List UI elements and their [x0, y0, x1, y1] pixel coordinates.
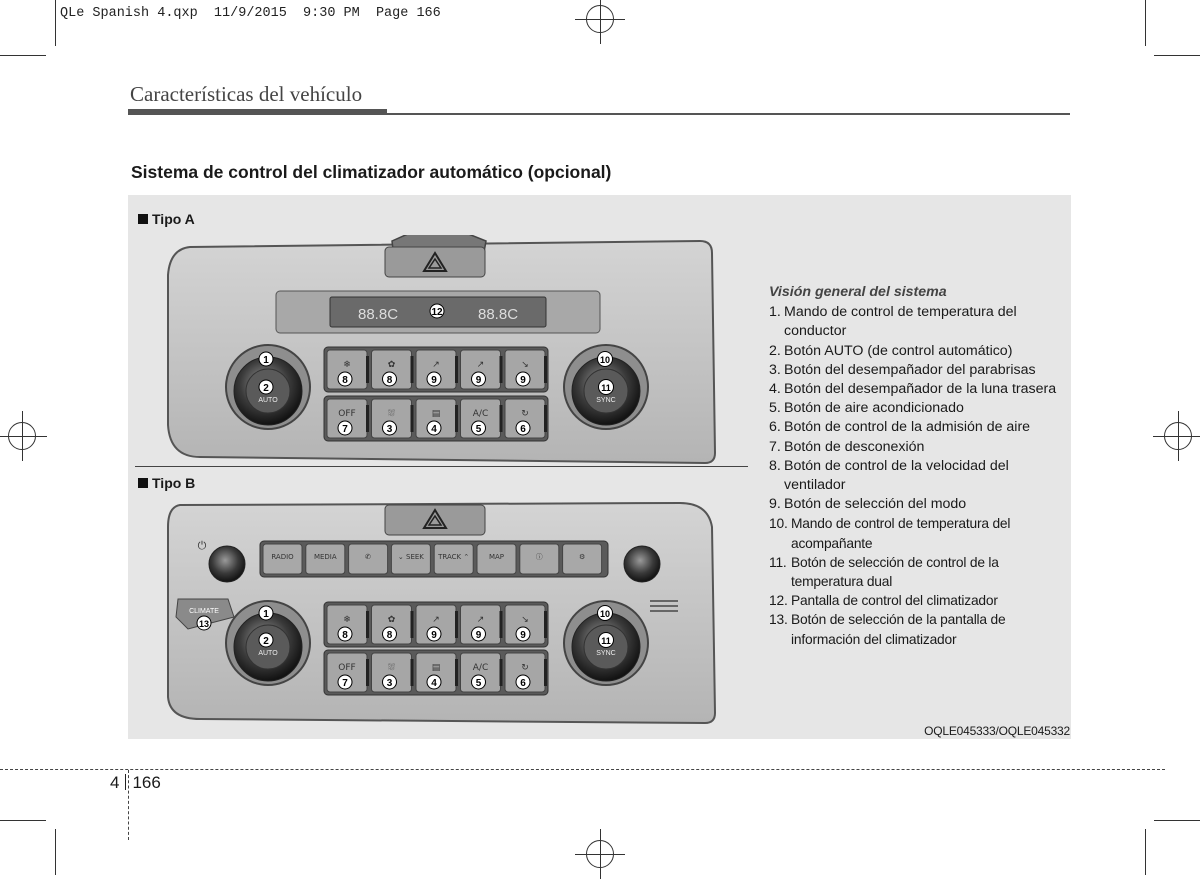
- callout-11: 11: [601, 383, 611, 393]
- overview-item: [769, 380, 1069, 399]
- audio-power-knob: [209, 546, 245, 582]
- overview-item-number: 9.: [769, 496, 781, 513]
- system-overview: [769, 283, 1069, 649]
- button-callout: 9: [475, 375, 482, 386]
- button-callout: 4: [431, 678, 437, 689]
- overview-item: [769, 610, 1069, 648]
- callout-11: 11: [601, 636, 611, 646]
- audio-button-label: ⚙: [578, 553, 586, 561]
- overview-item-number: 1.: [769, 304, 781, 321]
- registration-mark: [8, 422, 36, 450]
- overview-item-text: Botón de selección de control de la temperatura dual: [791, 554, 999, 590]
- overview-item-number: 2.: [769, 342, 781, 359]
- climate-button-icon: ⛆: [387, 663, 396, 673]
- button-callout: 6: [520, 424, 526, 435]
- audio-button-label: RADIO: [271, 553, 294, 561]
- callout-12: 12: [431, 307, 443, 318]
- overview-item-number: 8.: [769, 457, 781, 474]
- button-callout: 7: [342, 424, 348, 435]
- crop-mark: [55, 829, 56, 875]
- overview-item-number: 11.: [769, 554, 787, 570]
- button-callout: 9: [520, 630, 526, 641]
- figure-divider: [135, 466, 748, 467]
- display-right-temp: 88.8C: [478, 306, 519, 323]
- button-callout: 3: [386, 424, 393, 435]
- crop-mark: [55, 0, 56, 46]
- audio-button-label: MEDIA: [313, 553, 337, 561]
- page-number: 4 166: [110, 773, 161, 792]
- crop-mark: [1145, 829, 1146, 875]
- climate-button-icon: A/C: [472, 663, 489, 673]
- button-callout: 8: [386, 375, 393, 386]
- callout-10: 10: [599, 355, 611, 365]
- overview-item-number: 6.: [769, 419, 781, 436]
- header-rule: [128, 109, 387, 115]
- overview-item: [769, 591, 1069, 610]
- climate-button-icon: ✿: [387, 360, 396, 370]
- type-a-label: Tipo A: [138, 211, 195, 227]
- climate-button-icon: ↘: [521, 360, 529, 370]
- button-callout: 9: [431, 630, 437, 641]
- climate-button-icon: ✿: [387, 615, 396, 625]
- button-callout: 5: [475, 424, 482, 435]
- figure-caption: OQLE045333/OQLE045332: [924, 724, 1070, 738]
- audio-button-label: ⌄ SEEK: [397, 553, 424, 561]
- overview-item-text: Botón del desempañador de la luna trasera: [784, 381, 1057, 398]
- button-callout: 3: [386, 678, 393, 689]
- overview-item-number: 12.: [769, 593, 788, 609]
- overview-item: [769, 418, 1069, 437]
- print-slug: QLe Spanish 4.qxp 11/9/2015 9:30 PM Page 166: [60, 6, 441, 21]
- crop-mark: [1145, 0, 1146, 46]
- overview-item: [769, 514, 1069, 552]
- registration-mark: [586, 5, 614, 33]
- callout-10: 10: [599, 609, 611, 619]
- overview-item-number: 10.: [769, 516, 788, 532]
- climate-button-icon: ↗: [476, 360, 485, 370]
- subheading: Sistema de control del climatizador automático (opcional): [131, 162, 612, 182]
- climate-button-icon: ↗: [476, 615, 485, 625]
- button-callout: 7: [342, 678, 348, 689]
- overview-title: Visión general del sistema: [769, 284, 947, 300]
- tune-knob: [624, 546, 660, 582]
- button-callout: 6: [520, 678, 526, 689]
- climate-button-icon: ↻: [521, 663, 529, 673]
- header-rule: [387, 113, 1070, 115]
- button-callout: 9: [431, 375, 437, 386]
- svg-text:AUTO: AUTO: [258, 650, 278, 657]
- overview-item: [769, 303, 1069, 341]
- overview-item: [769, 361, 1069, 380]
- callout-2: 2: [263, 636, 269, 647]
- overview-item-number: 7.: [769, 438, 781, 455]
- climate-button-icon: ↘: [521, 615, 529, 625]
- overview-list: [769, 303, 1069, 649]
- registration-mark: [1164, 422, 1192, 450]
- climate-panel-type-a: [160, 235, 720, 465]
- climate-button-icon: ↻: [521, 409, 529, 419]
- climate-button-icon: A/C: [472, 409, 489, 419]
- callout-13: 13: [198, 619, 210, 629]
- climate-panel-type-b: [160, 497, 720, 727]
- overview-item-text: Pantalla de control del climatizador: [791, 593, 998, 609]
- overview-item: [769, 457, 1069, 495]
- overview-item-text: Mando de control de temperatura del acompañante: [791, 516, 1011, 551]
- climate-button-icon: ▤: [431, 409, 441, 419]
- overview-item-text: Botón de control de la admisión de aire: [784, 419, 1031, 436]
- audio-button-label: TRACK ⌃: [438, 553, 470, 561]
- crop-mark: [0, 820, 46, 821]
- display-left-temp: 88.8C: [358, 306, 399, 323]
- svg-text:SYNC: SYNC: [596, 397, 616, 404]
- button-callout: 9: [475, 630, 482, 641]
- svg-text:SYNC: SYNC: [596, 650, 616, 657]
- climate-button-icon: ↗: [432, 360, 440, 370]
- audio-button-label: MAP: [488, 553, 505, 561]
- button-callout: 9: [520, 375, 526, 386]
- climate-button-icon: ❄: [343, 360, 351, 370]
- footer-rule: [0, 769, 1165, 770]
- audio-button-label: ✆: [365, 553, 372, 561]
- overview-item-text: Botón de control de la velocidad del ventilador: [784, 457, 1009, 494]
- overview-item-number: 5.: [769, 400, 781, 417]
- climate-button-icon: OFF: [338, 409, 356, 419]
- overview-item-text: Mando de control de temperatura del conductor: [784, 304, 1017, 340]
- button-callout: 5: [475, 678, 482, 689]
- section-title: Características del vehículo: [130, 82, 363, 106]
- climate-button-icon: ❄: [343, 615, 351, 625]
- overview-item-text: Botón del desempañador del parabrisas: [784, 361, 1036, 378]
- button-callout: 8: [386, 630, 393, 641]
- callout-1: 1: [263, 609, 269, 620]
- overview-item: [769, 399, 1069, 418]
- type-b-label: Tipo B: [138, 475, 195, 491]
- overview-item-text: Botón AUTO (de control automático): [784, 342, 1013, 359]
- button-callout: 8: [342, 630, 348, 641]
- button-callout: 4: [431, 424, 437, 435]
- crop-mark: [1154, 55, 1200, 56]
- climate-button-icon: ▤: [431, 663, 441, 673]
- overview-item: [769, 553, 1069, 591]
- audio-button-label: ⓘ: [535, 553, 543, 561]
- crop-mark: [1154, 820, 1200, 821]
- power-icon: ⏻: [197, 539, 207, 552]
- climate-button-icon: OFF: [338, 663, 356, 673]
- overview-item-number: 3.: [769, 361, 781, 378]
- overview-item-text: Botón de selección del modo: [784, 496, 967, 513]
- overview-item: [769, 438, 1069, 457]
- overview-item: [769, 342, 1069, 361]
- callout-1: 1: [263, 355, 269, 366]
- climate-button-icon: ⛆: [387, 409, 396, 419]
- svg-text:CLIMATE: CLIMATE: [189, 608, 219, 615]
- button-callout: 8: [342, 375, 348, 386]
- overview-item-text: Botón de selección de la pantalla de información del climatizador: [791, 612, 1006, 647]
- registration-mark: [586, 840, 614, 868]
- overview-item-number: 4.: [769, 381, 781, 398]
- callout-2: 2: [263, 383, 269, 394]
- svg-text:AUTO: AUTO: [258, 397, 278, 404]
- climate-button-icon: ↗: [432, 615, 440, 625]
- crop-mark: [0, 55, 46, 56]
- overview-item-text: Botón de desconexión: [784, 438, 925, 455]
- overview-item: [769, 495, 1069, 514]
- overview-item-text: Botón de aire acondicionado: [784, 400, 964, 417]
- overview-item-number: 13.: [769, 612, 788, 628]
